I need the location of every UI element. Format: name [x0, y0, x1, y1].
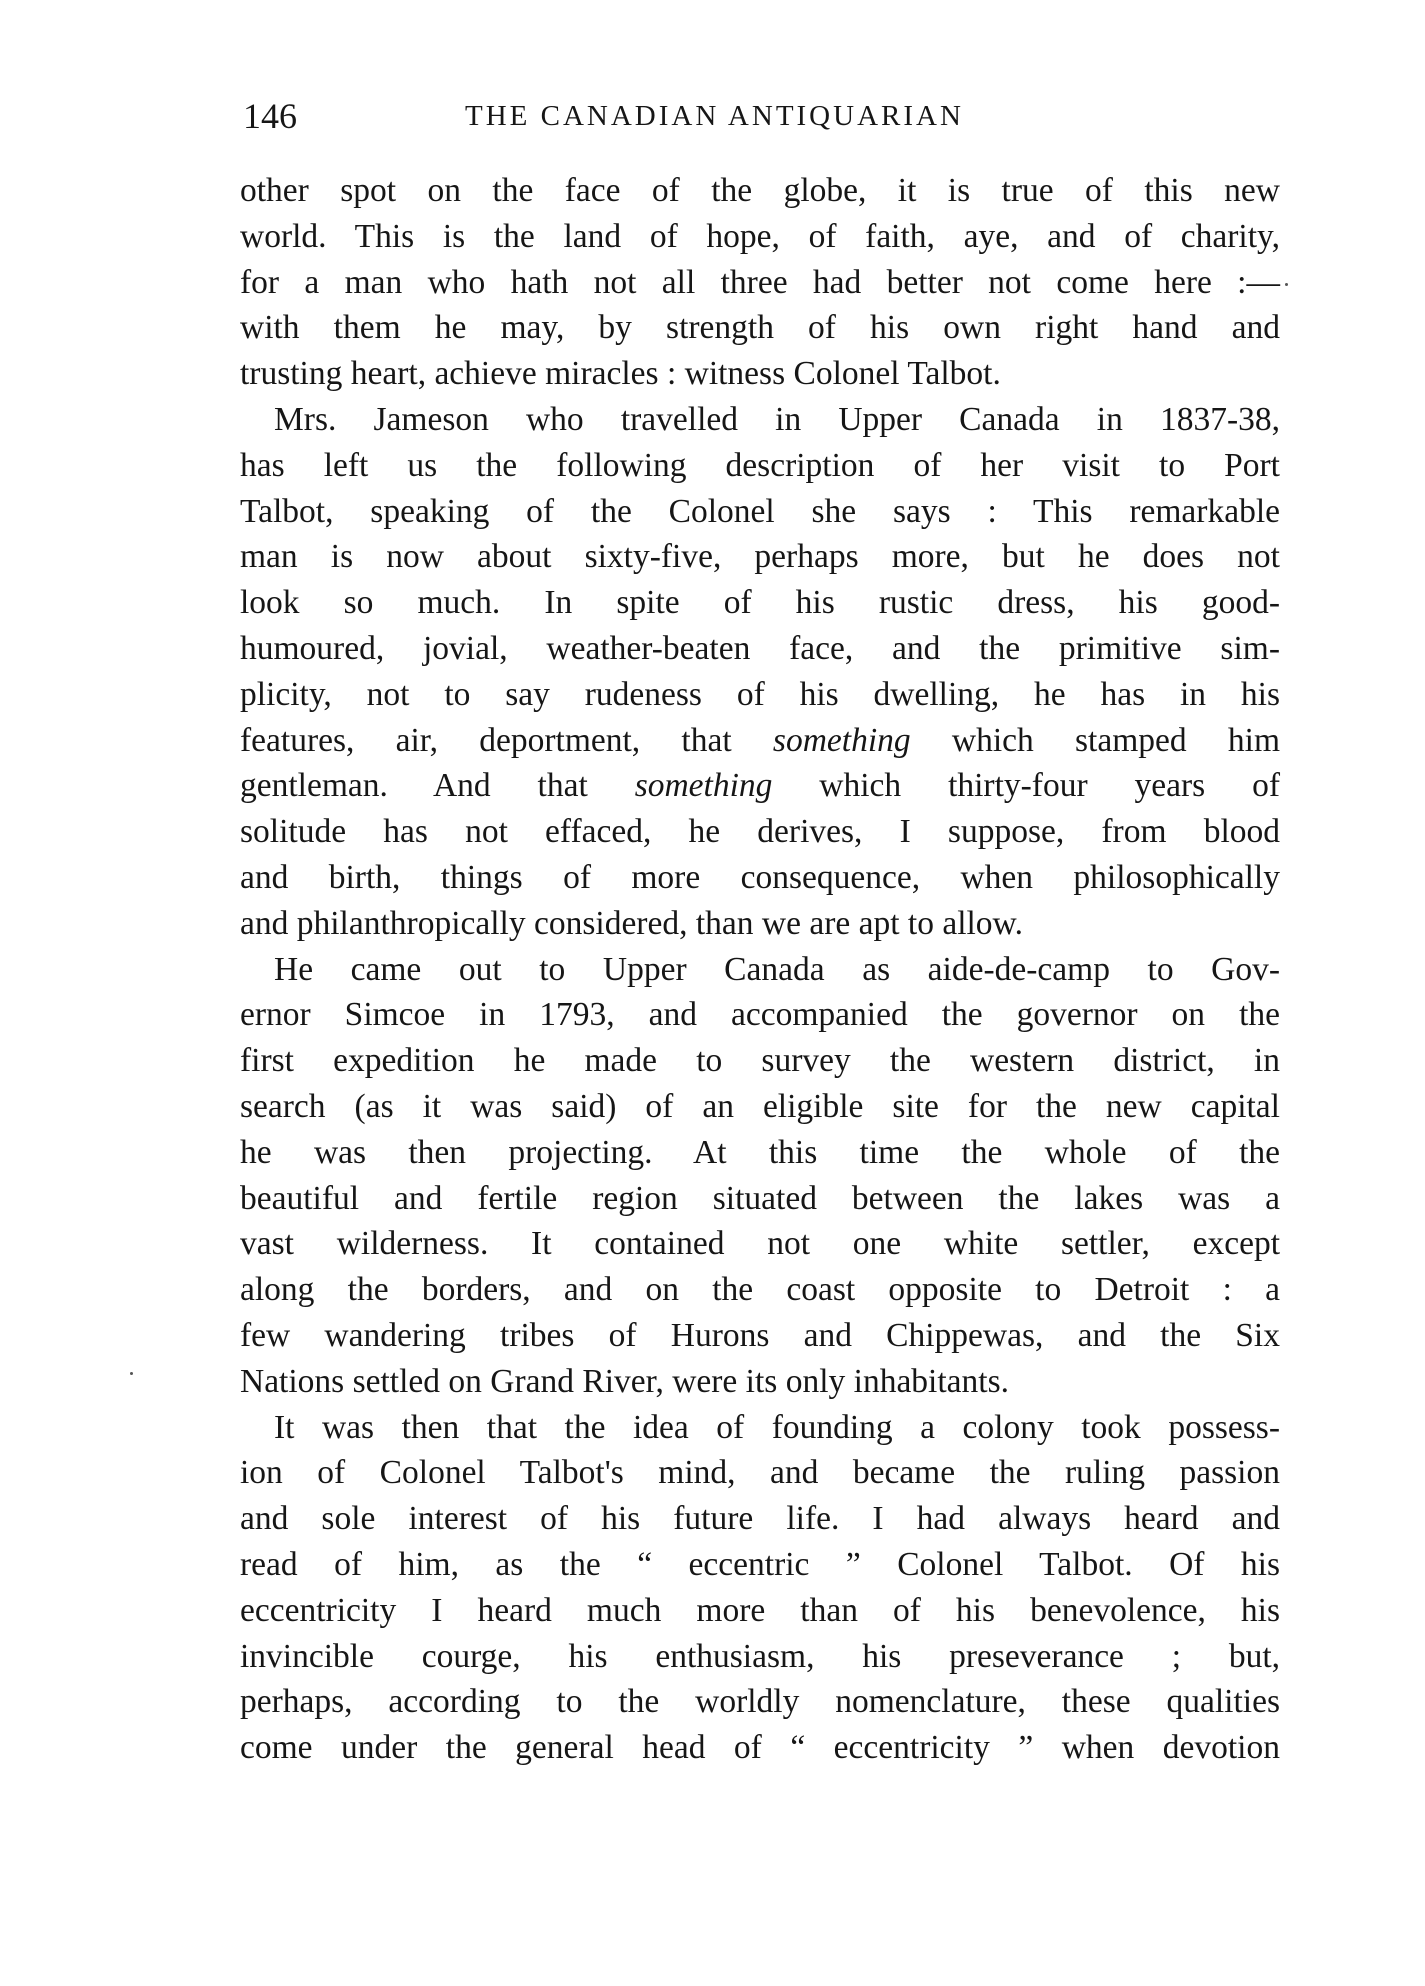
text-line: invincible courge, his enthusiasm, his preseverance ; but,	[240, 1637, 1280, 1675]
text-line: trusting heart, achieve miracles : witness Colonel Talbot.	[240, 355, 1001, 393]
body-text	[240, 168, 1280, 1771]
italic-emphasis: something	[634, 767, 773, 805]
paragraph-2	[240, 397, 1280, 947]
print-speck	[1285, 283, 1288, 286]
text-line: He came out to Upper Canada as aide-de-camp to Gov-	[274, 950, 1280, 988]
text-line: man is now about sixty-five, perhaps more, but he does not	[240, 538, 1280, 576]
text-line: solitude has not effaced, he derives, I suppose, from blood	[240, 813, 1280, 851]
paragraph-4	[240, 1405, 1280, 1771]
text-line: features, air, deportment, that something which stamped him	[240, 721, 1281, 759]
text-line: gentleman. And that something which thirty-four years of	[240, 767, 1280, 805]
text-line: beautiful and fertile region situated between the lakes was a	[240, 1179, 1280, 1217]
text-line: Nations settled on Grand River, were its only inhabitants.	[240, 1362, 1010, 1400]
text-line: read of him, as the “ eccentric ” Colonel Talbot. Of his	[240, 1545, 1280, 1583]
print-speck	[130, 1372, 133, 1375]
text-line: and sole interest of his future life. I had always heard and	[240, 1500, 1280, 1538]
text-line: come under the general head of “ eccentricity ” when devotion	[240, 1729, 1280, 1767]
paragraph-1	[240, 168, 1280, 397]
text-line: along the borders, and on the coast opposite to Detroit : a	[240, 1271, 1280, 1309]
italic-emphasis: something	[772, 721, 911, 759]
text-line: ernor Simcoe in 1793, and accompanied the governor on the	[240, 996, 1280, 1034]
text-line: few wandering tribes of Hurons and Chippewas, and the Six	[240, 1316, 1280, 1354]
text-line: plicity, not to say rudeness of his dwelling, he has in his	[240, 675, 1280, 713]
text-line: and birth, things of more consequence, when philosophically	[240, 858, 1280, 896]
text-line: first expedition he made to survey the western district, in	[240, 1042, 1280, 1080]
text-line: Talbot, speaking of the Colonel she says : This remarkable	[240, 492, 1280, 530]
text-line: ion of Colonel Talbot's mind, and became the ruling passion	[240, 1454, 1280, 1492]
journal-title: THE CANADIAN ANTIQUARIAN	[465, 100, 964, 132]
text-line: vast wilderness. It contained not one white settler, except	[240, 1225, 1280, 1263]
page-number: 146	[243, 96, 297, 136]
text-line: search (as it was said) of an eligible site for the new capital	[240, 1087, 1280, 1125]
text-line: for a man who hath not all three had better not come here :—	[240, 263, 1280, 301]
text-line: eccentricity I heard much more than of his benevolence, his	[240, 1591, 1280, 1629]
text-line: and philanthropically considered, than we are apt to allow.	[240, 904, 1023, 942]
text-line: world. This is the land of hope, of faith, aye, and of charity,	[240, 217, 1280, 255]
text-line: Mrs. Jameson who travelled in Upper Canada in 1837-38,	[274, 400, 1280, 438]
running-head	[243, 92, 1283, 140]
paragraph-3	[240, 947, 1280, 1405]
text-line: perhaps, according to the worldly nomenclature, these qualities	[240, 1683, 1280, 1721]
text-line: look so much. In spite of his rustic dress, his good-	[240, 584, 1280, 622]
text-line: he was then projecting. At this time the whole of the	[240, 1133, 1280, 1171]
text-line: other spot on the face of the globe, it is true of this new	[240, 172, 1280, 209]
text-line: with them he may, by strength of his own right hand and	[240, 309, 1280, 347]
text-line: It was then that the idea of founding a colony took possess-	[274, 1408, 1280, 1446]
text-line: humoured, jovial, weather-beaten face, and the primitive sim-	[240, 629, 1280, 667]
text-line: has left us the following description of her visit to Port	[240, 446, 1280, 484]
